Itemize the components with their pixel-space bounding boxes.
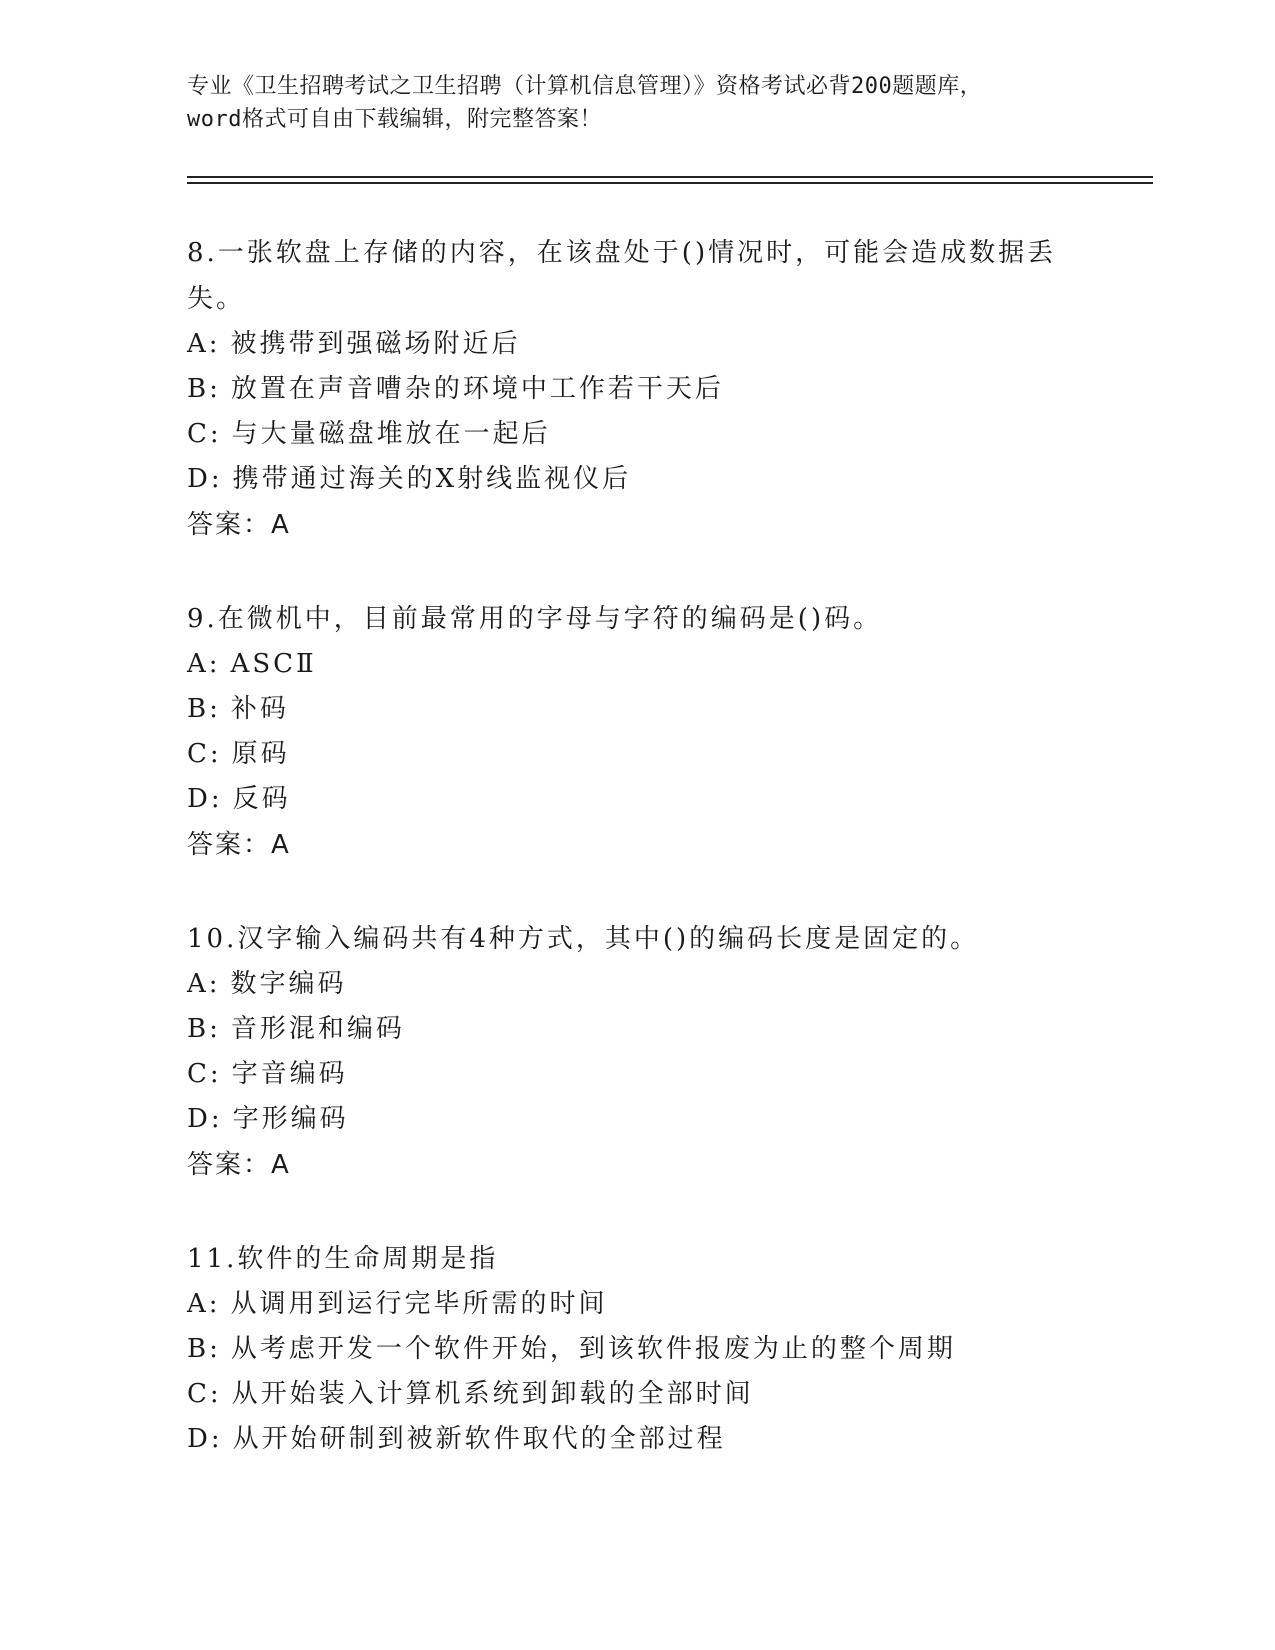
- option-b: [187, 1327, 1087, 1372]
- header-line-2: word格式可自由下载编辑，附完整答案！: [187, 107, 602, 132]
- question-list: [187, 230, 1087, 1462]
- question-stem: 10.汉字输入编码共有4种方式，其中()的编码长度是固定的。: [187, 924, 980, 954]
- option-text: 字音编码: [231, 1059, 348, 1089]
- option-key: A:: [187, 969, 221, 999]
- option-key: C:: [187, 1379, 222, 1409]
- option-key: D:: [187, 1424, 223, 1454]
- option-d: [187, 457, 1087, 502]
- option-b: [187, 1007, 1087, 1052]
- option-c: [187, 1052, 1087, 1097]
- option-b: [187, 687, 1087, 732]
- question-10: [187, 916, 1087, 1188]
- option-c: [187, 1372, 1087, 1417]
- option-text: 字形编码: [232, 1104, 349, 1134]
- option-text: 放置在声音嘈杂的环境中工作若干天后: [230, 374, 724, 404]
- option-text: 从开始装入计算机系统到卸载的全部时间: [231, 1379, 754, 1409]
- option-key: A:: [187, 649, 221, 679]
- option-key: D:: [187, 1104, 223, 1134]
- option-key: B:: [187, 694, 221, 724]
- header-line-1: 专业《卫生招聘考试之卫生招聘（计算机信息管理）》资格考试必背200题题库，: [187, 74, 983, 99]
- option-text: 音形混和编码: [230, 1014, 405, 1044]
- option-text: 反码: [232, 784, 291, 814]
- document-header: [187, 70, 1087, 136]
- option-key: B:: [187, 1334, 221, 1364]
- option-text: 与大量磁盘堆放在一起后: [231, 419, 551, 449]
- option-key: D:: [187, 464, 223, 494]
- spacer: [187, 548, 1087, 596]
- option-a: [187, 1282, 1087, 1327]
- option-text: 补码: [230, 694, 289, 724]
- option-d: [187, 777, 1087, 822]
- option-key: B:: [187, 1014, 221, 1044]
- option-a: [187, 322, 1087, 367]
- answer-line: 答案：A: [187, 1150, 291, 1180]
- option-key: D:: [187, 784, 223, 814]
- option-text: ASCⅡ: [230, 649, 317, 679]
- question-stem: 11.软件的生命周期是指: [187, 1244, 499, 1274]
- answer-line: 答案：A: [187, 830, 291, 860]
- option-a: [187, 642, 1087, 687]
- option-d: [187, 1097, 1087, 1142]
- answer-line: 答案：A: [187, 510, 291, 540]
- option-key: C:: [187, 739, 222, 769]
- header-divider-top: [187, 176, 1153, 178]
- question-11: [187, 1236, 1087, 1462]
- option-text: 携带通过海关的X射线监视仪后: [232, 464, 632, 494]
- option-text: 从考虑开发一个软件开始，到该软件报废为止的整个周期: [230, 1334, 956, 1364]
- option-b: [187, 367, 1087, 412]
- option-key: A:: [187, 1289, 221, 1319]
- option-text: 从开始研制到被新软件取代的全部过程: [232, 1424, 726, 1454]
- question-stem: 9.在微机中，目前最常用的字母与字符的编码是()码。: [187, 604, 883, 634]
- option-c: [187, 732, 1087, 777]
- option-key: A:: [187, 329, 221, 359]
- spacer: [187, 868, 1087, 916]
- option-text: 被携带到强磁场附近后: [230, 329, 521, 359]
- question-stem: 8.一张软盘上存储的内容，在该盘处于()情况时，可能会造成数据丢失。: [187, 238, 1057, 314]
- question-8: [187, 230, 1087, 548]
- option-a: [187, 962, 1087, 1007]
- option-text: 原码: [231, 739, 290, 769]
- question-9: [187, 596, 1087, 868]
- option-c: [187, 412, 1087, 457]
- option-d: [187, 1417, 1087, 1462]
- spacer: [187, 1188, 1087, 1236]
- option-text: 数字编码: [230, 969, 347, 999]
- option-text: 从调用到运行完毕所需的时间: [230, 1289, 608, 1319]
- header-divider-bottom: [187, 182, 1153, 184]
- option-key: B:: [187, 374, 221, 404]
- option-key: C:: [187, 419, 222, 449]
- option-key: C:: [187, 1059, 222, 1089]
